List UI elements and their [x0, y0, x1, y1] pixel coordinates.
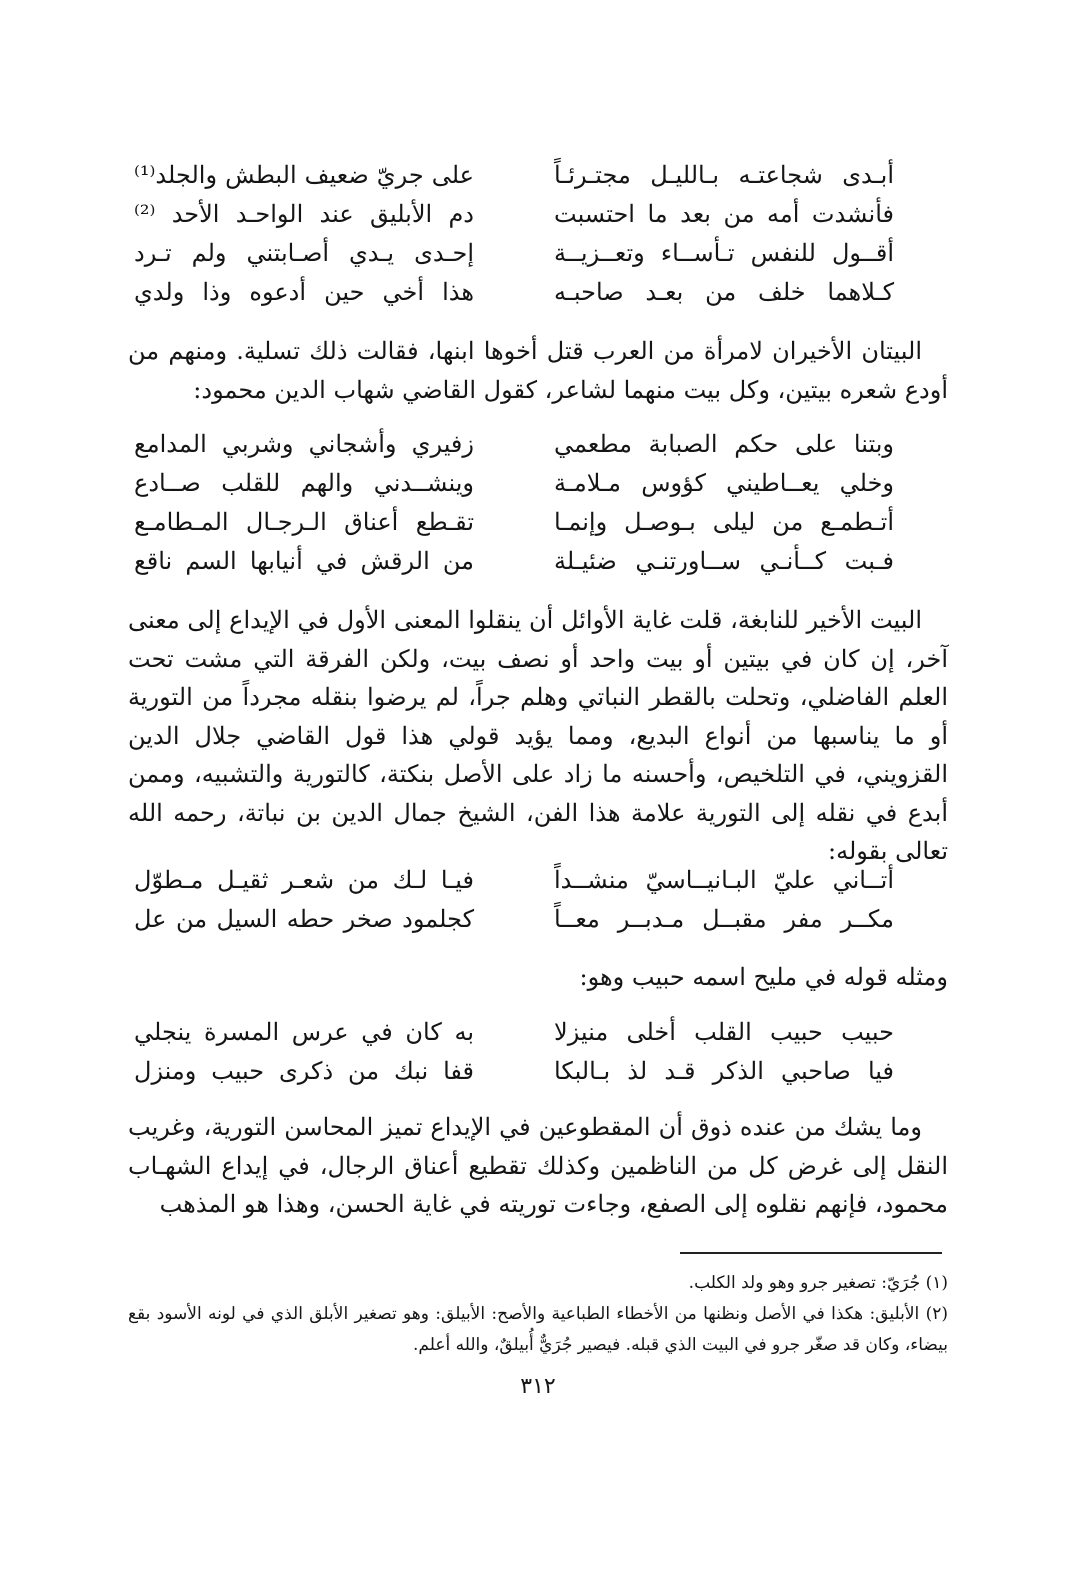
- footnote-1: (١) جُرَيّ: تصغير جرو وهو ولد الكلب.: [688, 1273, 948, 1293]
- paragraph-1: [128, 332, 948, 409]
- verse-line: [134, 860, 894, 899]
- first-hemistich: مكــر مفر مقبــل مـدبــر معــاً: [554, 904, 894, 933]
- first-hemistich: فيا صاحبي الذكر قـد لذ بـالبكا: [554, 1056, 894, 1085]
- first-hemistich: فـبت كــأنـي ســاورتنـي ضئيـلة: [554, 546, 894, 575]
- verse-block-1: [134, 155, 894, 311]
- first-hemistich: أتـطمـع من ليلى بـوصـل وإنمـا: [554, 507, 894, 536]
- second-hemistich: وينشــدني والهم للقلب صــادع: [134, 468, 474, 497]
- second-hemistich: زفيري وأشجاني وشربي المدامع: [134, 429, 474, 458]
- verse-line: [134, 1051, 894, 1090]
- verse-block-3: [134, 860, 894, 938]
- verse-line: [134, 1012, 894, 1051]
- footnote-2: (٢) الأبليق: هكذا في الأصل ونظنها من الأخطاء الطباعية والأصح: الأبيلق: وهو تصغير الأبلق الذي في لونه الأسود بقع بيضاء، وكان قد صغّر جرو في البيت الذي قبله. فيصير جُرَيٌّ أُبيلقٌ، والله أعلم.: [128, 1304, 948, 1355]
- second-hemistich: من الرقش في أنيابها السم ناقع: [134, 546, 474, 575]
- first-hemistich: حبيب حبيب القلب أخلى منيزلا: [554, 1017, 894, 1046]
- verse-line: [134, 233, 894, 272]
- second-hemistich: فيـا لـك من شعـر ثقيـل مـطوّل: [134, 865, 474, 894]
- verse-line: [134, 899, 894, 938]
- second-hemistich: إحـدى يـدي أصـابتني ولم تـرد: [134, 238, 474, 267]
- verse-line: [134, 424, 894, 463]
- verse-block-2: [134, 424, 894, 580]
- paragraph-text: البيتان الأخيران لامرأة من العرب قتل أخوها ابنها، فقالت ذلك تسلية. ومنهم من أودع شعره بيتين، وكل بيت منهما لشاعر، كقول القاضي شهاب الدين محمود:: [128, 337, 948, 404]
- second-hemistich: به كان في عرس المسرة ينجلي: [134, 1017, 474, 1046]
- first-hemistich: كـلاهما خلف من بعـد صاحبـه: [554, 277, 894, 306]
- verse-line: [134, 463, 894, 502]
- verse-line: [134, 194, 894, 233]
- verse-line: [134, 155, 894, 194]
- second-hemistich: كجلمود صخر حطه السيل من عل: [134, 904, 474, 933]
- first-hemistich: وبتنا على حكم الصبابة مطعمي: [554, 429, 894, 458]
- first-hemistich: وخلي يعــاطيني كؤوس مـلامـة: [554, 468, 894, 497]
- paragraph-3: [128, 958, 948, 997]
- paragraph-text: وما يشك من عنده ذوق أن المقطوعين في الإيداع تميز المحاسن التورية، وغريب النقل إلى غرض كل من الناظمين وكذلك تقطيع أعناق الرجال، في إيداع الشهـاب محمود، فإنهم نقلوه إلى الصفع، وجاءت توريته في غاية الحسن، وهذا هو المذهب: [128, 1113, 948, 1218]
- footnotes: [128, 1268, 948, 1361]
- paragraph-2: [128, 601, 948, 871]
- verse-line: [134, 541, 894, 580]
- verse-line: [134, 272, 894, 311]
- first-hemistich: فأنشدت أمه من بعد ما احتسبت: [554, 199, 894, 228]
- paragraph-4: [128, 1108, 948, 1224]
- second-hemistich: قفا نبك من ذكرى حبيب ومنزل: [134, 1056, 474, 1085]
- verse-line: [134, 502, 894, 541]
- footnote-divider: [680, 1252, 942, 1254]
- second-hemistich: دم الأبليق عند الواحـد الأحد ⁽²⁾: [134, 199, 474, 228]
- paragraph-text: ومثله قوله في مليح اسمه حبيب وهو:: [579, 963, 948, 991]
- second-hemistich: تقـطع أعناق الـرجـال المـطامـع: [134, 507, 474, 536]
- page-number: ٣١٢: [520, 1374, 556, 1399]
- verse-block-4: [134, 1012, 894, 1090]
- first-hemistich: أتــاني عليّ البـانيــاسيّ منشــداً: [554, 865, 894, 894]
- first-hemistich: أقــول للنفس تـأســاء وتعــزيــة: [554, 238, 894, 267]
- second-hemistich: هذا أخي حين أدعوه وذا ولدي: [134, 277, 474, 306]
- second-hemistich: على جريّ ضعيف البطش والجلد⁽¹⁾: [134, 160, 474, 189]
- paragraph-text: البيت الأخير للنابغة، قلت غاية الأوائل أن ينقلوا المعنى الأول في الإيداع إلى معنى آخر، إن كان في بيتين أو بيت واحد أو نصف بيت، ولكن الفرقة التي مشت تحت العلم الفاضلي، وتحلت بالقطر النباتي وهلم جراً، لم يرضوا بنقله مجرداً من التورية أو ما يناسبها من أنواع البديع، ومما يؤيد قولي هذا قول القاضي جلال الدين القزويني، في التلخيص، وأحسنه ما زاد على الأصل بنكتة، كالتورية والتشبيه، وممن أبدع في نقله إلى التورية علامة هذا الفن، الشيخ جمال الدين بن نباتة، رحمه الله تعالى بقوله:: [128, 606, 948, 865]
- first-hemistich: أبـدى شجاعتـه بـالليـل مجتـرئـاً: [554, 160, 894, 189]
